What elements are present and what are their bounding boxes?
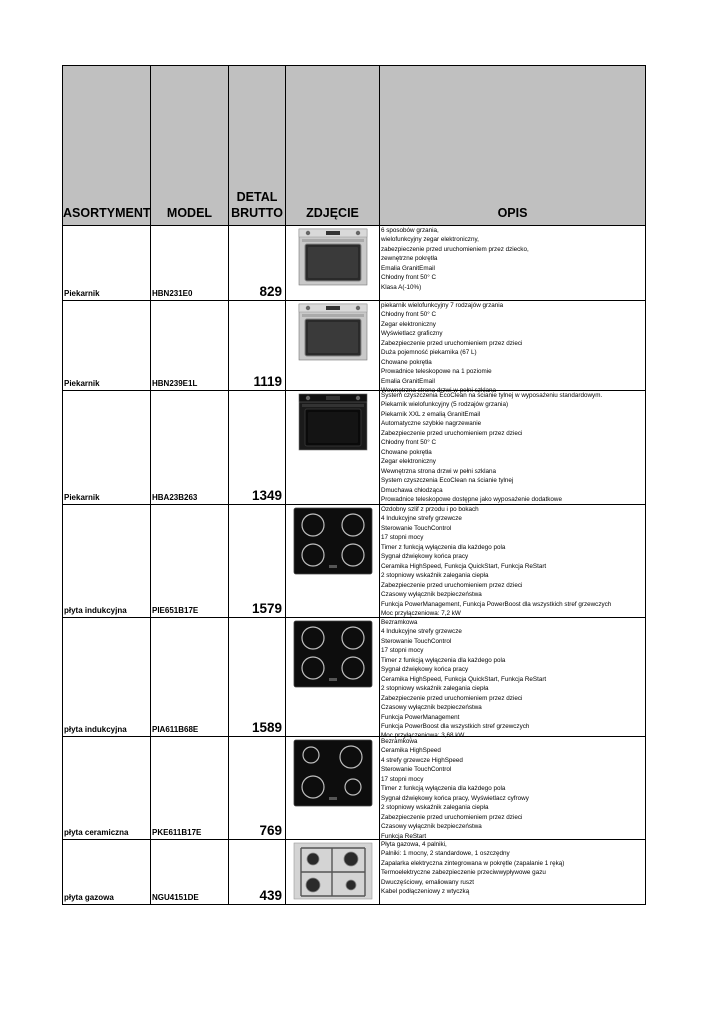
description-line: Emalia GranitEmail bbox=[381, 377, 435, 385]
description-line: Palniki: 1 mocny, 2 standardowe, 1 oszczędny bbox=[381, 850, 510, 858]
description-line: Funkcja PowerManagement, Funkcja PowerBoost dla wszystkich stref grzewczych bbox=[381, 600, 612, 608]
cell-model: HBA23B263 bbox=[151, 391, 229, 505]
cell-price: 829 bbox=[229, 226, 286, 301]
description-line: 2 stopniowy wskaźnik zalegania ciepła bbox=[381, 804, 489, 812]
cell-photo bbox=[286, 226, 380, 301]
cell-description bbox=[380, 226, 646, 301]
description-line: Bezramkowa bbox=[381, 738, 418, 745]
induction-hob-icon bbox=[286, 507, 379, 575]
cell-description bbox=[380, 618, 646, 740]
description-line: Zapalarka elektryczna zintegrowana w pokrętle (zapalanie 1 ręką) bbox=[381, 859, 565, 867]
description-line: Zabezpieczenie przed uruchomieniem przez dzieci bbox=[381, 694, 523, 702]
description-line: Moc przyłączeniowa: 7,2 kW bbox=[381, 609, 461, 617]
description-line: 2 stopniowy wskaźnik zalegania ciepła bbox=[381, 572, 489, 580]
cell-description bbox=[380, 737, 646, 840]
description-line: Czasowy wyłącznik bezpieczeństwa bbox=[381, 591, 482, 599]
description-line: Zabezpieczenie przed uruchomieniem przez dzieci bbox=[381, 813, 523, 821]
cell-photo bbox=[286, 737, 380, 840]
header-price bbox=[229, 66, 286, 226]
description-line: 2 stopniowy wskaźnik zalegania ciepła bbox=[381, 685, 489, 693]
cell-price: 439 bbox=[229, 840, 286, 905]
cell-photo bbox=[286, 391, 380, 505]
description-line: Klasa A(-10%) bbox=[381, 283, 422, 291]
header-price-line2: BRUTTO bbox=[231, 206, 283, 220]
oven-black-icon bbox=[286, 393, 379, 451]
cell-model: NGU4151DE bbox=[151, 840, 229, 905]
description-line: Sterowanie TouchControl bbox=[381, 637, 452, 645]
description-line: Timer z funkcją wyłączenia dla każdego pola bbox=[381, 543, 506, 551]
header-row bbox=[63, 66, 646, 226]
description-line: Piekarnik XXL z emalią GranitEmail bbox=[381, 410, 481, 418]
description-line: 6 sposobów grzania, bbox=[381, 227, 439, 234]
oven-stainless-icon bbox=[286, 228, 379, 286]
cell-price: 769 bbox=[229, 737, 286, 840]
description-line: 17 stopni mocy bbox=[381, 647, 424, 655]
description-line: piekarnik wielofunkcyjny 7 rodzajów grzania bbox=[381, 302, 504, 309]
table-row bbox=[63, 226, 646, 301]
description-line: Zegar elektroniczny bbox=[381, 320, 436, 328]
cell-model: HBN231E0 bbox=[151, 226, 229, 301]
description-line: Funkcja PowerManagement bbox=[381, 713, 460, 721]
description-line: Termoelektryczne zabezpieczenie przeciwwypływowe gazu bbox=[381, 869, 546, 877]
ceramic-hob-icon bbox=[286, 739, 379, 807]
description-line: System czyszczenia EcoClean na ścianie tylnej bbox=[381, 477, 514, 485]
description-line: Ceramika HighSpeed bbox=[381, 747, 441, 755]
description-line: Timer z funkcją wyłączenia dla każdego pola bbox=[381, 656, 506, 664]
description-line: Zabezpieczenie przed uruchomieniem przez dzieci bbox=[381, 339, 523, 347]
table-row bbox=[63, 505, 646, 618]
cell-category: płyta indukcyjna bbox=[63, 505, 151, 618]
description-line: Sterowanie TouchControl bbox=[381, 524, 452, 532]
description-line: Wewnętrzna strona drzwi w pełni szklana bbox=[381, 387, 497, 395]
description-line: Sygnał dźwiękowy końca pracy bbox=[381, 666, 469, 674]
cell-description bbox=[380, 840, 646, 905]
description-line: Ceramika HighSpeed, Funkcja QuickStart, Funkcja ReStart bbox=[381, 675, 547, 683]
cell-model: PKE611B17E bbox=[151, 737, 229, 840]
description-line: Chowane pokrętła bbox=[381, 448, 432, 456]
product-table bbox=[62, 65, 646, 905]
cell-photo bbox=[286, 840, 380, 905]
cell-category: Piekarnik bbox=[63, 301, 151, 391]
cell-price: 1119 bbox=[229, 301, 286, 391]
description-line: Funkcja ReStart bbox=[381, 832, 427, 840]
description-line: Wyświetlacz graficzny bbox=[381, 330, 443, 338]
header-description: OPIS bbox=[380, 66, 646, 226]
description-line: Prowadnice teleskopowe na 1 poziomie bbox=[381, 368, 492, 376]
table-row bbox=[63, 391, 646, 505]
description-line: wielofunkcyjny zegar elektroniczny, bbox=[381, 236, 479, 244]
table-row bbox=[63, 840, 646, 905]
description-line: 4 Indukcyjne strefy grzewcze bbox=[381, 628, 462, 636]
description-line: Funkcja PowerBoost dla wszystkich stref grzewczych bbox=[381, 722, 530, 730]
description-line: 4 strefy grzewcze HighSpeed bbox=[381, 756, 463, 764]
cell-category: płyta gazowa bbox=[63, 840, 151, 905]
description-line: 4 Indukcyjne strefy grzewcze bbox=[381, 515, 462, 523]
description-line: zabezpieczenie przed uruchomieniem przez dziecko, bbox=[381, 245, 529, 253]
cell-photo bbox=[286, 505, 380, 618]
description-line: Zabezpieczenie przed uruchomieniem przez dzieci bbox=[381, 581, 523, 589]
description-line: Timer z funkcją wyłączenia dla każdego pola bbox=[381, 785, 506, 793]
header-price-line1: DETAL bbox=[236, 190, 278, 204]
table-row bbox=[63, 301, 646, 391]
cell-price: 1579 bbox=[229, 505, 286, 618]
cell-category: płyta ceramiczna bbox=[63, 737, 151, 840]
header-photo: ZDJĘCIE bbox=[286, 66, 380, 226]
cell-model: PIE651B17E bbox=[151, 505, 229, 618]
description-line: Sygnał dźwiękowy końca pracy, Wyświetlacz cyfrowy bbox=[381, 794, 529, 802]
description-line: Bezramkowa bbox=[381, 619, 418, 626]
cell-photo bbox=[286, 301, 380, 391]
description-line: 17 stopni mocy bbox=[381, 775, 424, 783]
cell-model: PIA611B68E bbox=[151, 618, 229, 737]
description-line: Automatyczne szybkie nagrzewanie bbox=[381, 420, 482, 428]
cell-price: 1589 bbox=[229, 618, 286, 737]
table-row bbox=[63, 737, 646, 840]
description-line: Chowane pokrętła bbox=[381, 358, 432, 366]
cell-category: Piekarnik bbox=[63, 226, 151, 301]
description-line: Sygnał dźwiękowy końca pracy bbox=[381, 553, 469, 561]
cell-description bbox=[380, 301, 646, 395]
price-list-sheet bbox=[62, 65, 645, 905]
description-line: Duża pojemność piekarnika (67 L) bbox=[381, 349, 477, 357]
gas-hob-icon bbox=[286, 842, 379, 900]
description-line: zewnętrzne pokrętła bbox=[381, 255, 438, 263]
description-line: Płyta gazowa, 4 palniki, bbox=[381, 841, 447, 848]
cell-model: HBN239E1L bbox=[151, 301, 229, 391]
table-row bbox=[63, 618, 646, 737]
description-line: Chłodny front 50° C bbox=[381, 311, 437, 319]
description-line: Moc przyłączeniowa: 3,68 kW bbox=[381, 732, 465, 740]
header-model: MODEL bbox=[151, 66, 229, 226]
cell-category: płyta indukcyjna bbox=[63, 618, 151, 737]
description-line: Emalia GranitEmail bbox=[381, 264, 435, 272]
description-line: Zabezpieczenie przed uruchomieniem przez dzieci bbox=[381, 429, 523, 437]
description-line: Czasowy wyłącznik bezpieczeństwa bbox=[381, 704, 482, 712]
description-line: 17 stopni mocy bbox=[381, 534, 424, 542]
description-line: Ozdobny szlif z przodu i po bokach bbox=[381, 506, 479, 513]
description-line: Chłodny front 50° C bbox=[381, 274, 437, 282]
description-line: Ceramika HighSpeed, Funkcja QuickStart, Funkcja ReStart bbox=[381, 562, 547, 570]
description-line: Kabel podłączeniowy z wtyczką bbox=[381, 888, 470, 896]
description-line: Dmuchawa chłodząca bbox=[381, 486, 443, 494]
cell-photo bbox=[286, 618, 380, 737]
description-line: Czasowy wyłącznik bezpieczeństwa bbox=[381, 823, 482, 831]
description-line: System czyszczenia EcoClean na ścianie tylnej w wyposażeniu standardowym. bbox=[381, 392, 603, 399]
cell-price: 1349 bbox=[229, 391, 286, 505]
cell-description bbox=[380, 391, 646, 505]
description-line: Dwuczęściowy, emaliowany ruszt bbox=[381, 878, 474, 886]
header-assortment: ASORTYMENT bbox=[63, 66, 151, 226]
oven-stainless-icon bbox=[286, 303, 379, 361]
cell-description bbox=[380, 505, 646, 618]
description-line: Sterowanie TouchControl bbox=[381, 766, 452, 774]
description-line: Chłodny front 50° C bbox=[381, 439, 437, 447]
induction-hob-icon bbox=[286, 620, 379, 688]
description-line: Prowadnice teleskopowe dostępne jako wyposażenie dodatkowe bbox=[381, 495, 562, 503]
description-line: Wewnętrzna strona drzwi w pełni szklana bbox=[381, 467, 497, 475]
description-line: Piekarnik wielofunkcyjny (5 rodzajów grzania) bbox=[381, 401, 509, 409]
description-line: Zegar elektroniczny bbox=[381, 458, 436, 466]
cell-category: Piekarnik bbox=[63, 391, 151, 505]
